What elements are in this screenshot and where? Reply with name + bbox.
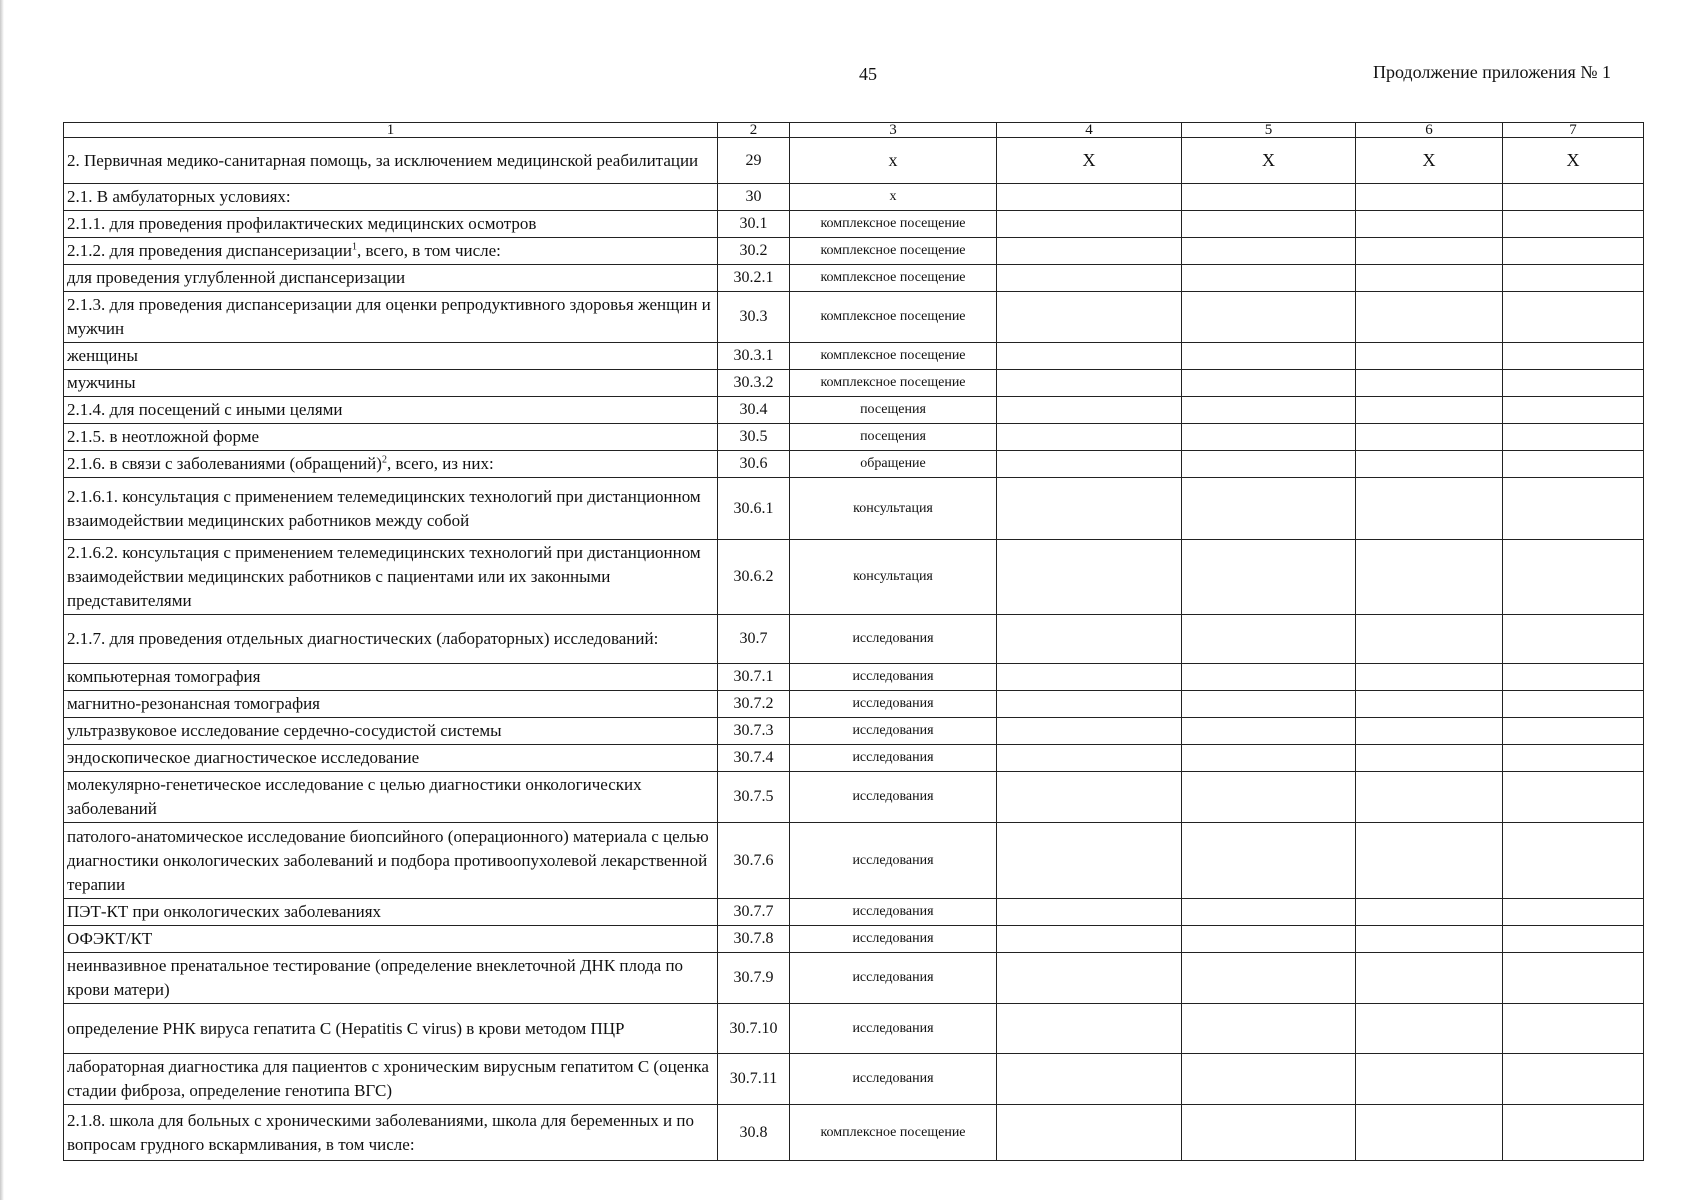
row-col6 [1356,238,1503,265]
row-name: магнитно-резонансная томография [64,691,718,718]
row-name: 2.1.8. школа для больных с хроническими заболеваниями, школа для беременных и по вопросам грудного вскармливания, в том числе: [64,1105,718,1161]
column-header-1: 1 [64,123,718,138]
table-row [64,397,1644,424]
row-col6 [1356,184,1503,211]
row-unit: исследования [790,718,997,745]
row-col7 [1503,691,1644,718]
row-name: 2.1.6.1. консультация с применением телемедицинских технологий при дистанционном взаимодействии медицинских работников между собой [64,478,718,540]
row-col5 [1182,184,1356,211]
scan-left-edge [0,0,4,1200]
row-col4 [997,211,1182,238]
row-unit: комплексное посещение [790,292,997,343]
row-col5 [1182,265,1356,292]
row-name: ультразвуковое исследование сердечно-сосудистой системы [64,718,718,745]
row-unit: исследования [790,823,997,899]
row-unit: исследования [790,926,997,953]
row-name: молекулярно-генетическое исследование с целью диагностики онкологических заболеваний [64,772,718,823]
row-unit: посещения [790,424,997,451]
row-unit: исследования [790,1054,997,1105]
row-col6 [1356,691,1503,718]
row-code: 30.5 [718,424,790,451]
row-col4 [997,343,1182,370]
row-col4 [997,664,1182,691]
row-name: неинвазивное пренатальное тестирование (определение внеклеточной ДНК плода по крови матери) [64,953,718,1004]
footnote-mark: 1 [352,241,357,253]
page-number: 45 [859,64,877,84]
row-name: 2.1.1. для проведения профилактических медицинских осмотров [64,211,718,238]
row-col6 [1356,424,1503,451]
row-col4: Х [997,138,1182,184]
row-name: патолого-анатомическое исследование биопсийного (операционного) материала с целью диагностики онкологических заболеваний и подбора противоопухолевой лекарственной терапии [64,823,718,899]
row-col7 [1503,370,1644,397]
row-name-text: 2.1.6. в связи с заболеваниями (обращений) [67,454,382,473]
row-code: 30.7.7 [718,899,790,926]
row-name: лабораторная диагностика для пациентов с хроническим вирусным гепатитом С (оценка стадии фиброза, определение генотипа ВГС) [64,1054,718,1105]
row-name: ПЭТ-КТ при онкологических заболеваниях [64,899,718,926]
table-row [64,926,1644,953]
row-code: 30 [718,184,790,211]
table-row [64,478,1644,540]
row-unit: исследования [790,1004,997,1054]
table-row [64,238,1644,265]
row-col4 [997,823,1182,899]
row-code: 30.7.1 [718,664,790,691]
row-col5 [1182,1105,1356,1161]
row-code: 30.7 [718,615,790,664]
row-code: 30.6.2 [718,540,790,615]
row-unit: исследования [790,745,997,772]
table-row [64,211,1644,238]
row-col7 [1503,265,1644,292]
row-col5 [1182,343,1356,370]
row-col6 [1356,540,1503,615]
row-col4 [997,691,1182,718]
table-row [64,184,1644,211]
row-col6 [1356,1105,1503,1161]
row-unit: исследования [790,772,997,823]
row-unit: консультация [790,478,997,540]
row-code: 30.3.2 [718,370,790,397]
row-col4 [997,718,1182,745]
row-name: определение РНК вируса гепатита С (Hepatitis C virus) в крови методом ПЦР [64,1004,718,1054]
row-col7 [1503,772,1644,823]
row-col5 [1182,424,1356,451]
row-name: ОФЭКТ/КТ [64,926,718,953]
row-col6 [1356,1004,1503,1054]
table-row [64,772,1644,823]
row-name: 2.1.4. для посещений с иными целями [64,397,718,424]
row-col7 [1503,424,1644,451]
row-col6 [1356,664,1503,691]
table-row [64,1054,1644,1105]
row-col4 [997,772,1182,823]
row-col7 [1503,926,1644,953]
row-code: 30.4 [718,397,790,424]
row-unit: исследования [790,953,997,1004]
row-col6 [1356,343,1503,370]
row-col7 [1503,953,1644,1004]
row-col4 [997,1004,1182,1054]
row-col7 [1503,451,1644,478]
row-col6 [1356,745,1503,772]
row-code: 30.7.11 [718,1054,790,1105]
row-name-suffix: , всего, в том числе: [357,241,501,260]
table-row [64,138,1644,184]
row-col6 [1356,478,1503,540]
row-code: 30.7.4 [718,745,790,772]
row-col5 [1182,211,1356,238]
row-col6 [1356,926,1503,953]
row-code: 30.2 [718,238,790,265]
row-col6 [1356,265,1503,292]
row-unit: исследования [790,899,997,926]
row-col6 [1356,718,1503,745]
row-col5 [1182,1004,1356,1054]
row-code: 30.3 [718,292,790,343]
row-col7 [1503,615,1644,664]
row-name [64,238,718,265]
row-col4 [997,292,1182,343]
row-name: 2.1.3. для проведения диспансеризации для оценки репродуктивного здоровья женщин и мужчин [64,292,718,343]
row-col5 [1182,451,1356,478]
table-row [64,424,1644,451]
row-unit: комплексное посещение [790,343,997,370]
table-row [64,615,1644,664]
row-name: 2.1.5. в неотложной форме [64,424,718,451]
row-col5 [1182,397,1356,424]
row-col5 [1182,664,1356,691]
row-col5 [1182,238,1356,265]
row-unit: обращение [790,451,997,478]
row-unit: исследования [790,615,997,664]
column-header-4: 4 [997,123,1182,138]
row-unit: х [790,184,997,211]
table-row [64,745,1644,772]
row-name: компьютерная томография [64,664,718,691]
row-col5 [1182,292,1356,343]
row-col6 [1356,772,1503,823]
row-code: 30.7.6 [718,823,790,899]
row-col7 [1503,211,1644,238]
row-col7 [1503,292,1644,343]
row-unit: комплексное посещение [790,238,997,265]
row-col6 [1356,899,1503,926]
row-col6 [1356,397,1503,424]
row-code: 30.7.8 [718,926,790,953]
row-col7 [1503,1054,1644,1105]
row-code: 30.2.1 [718,265,790,292]
row-col6 [1356,823,1503,899]
row-col7 [1503,823,1644,899]
row-name: 2.1.6.2. консультация с применением телемедицинских технологий при дистанционном взаимодействии медицинских работников с пациентами или их законными представителями [64,540,718,615]
row-col4 [997,1105,1182,1161]
row-col4 [997,238,1182,265]
row-col4 [997,424,1182,451]
row-col5 [1182,478,1356,540]
row-col4 [997,745,1182,772]
row-col6: Х [1356,138,1503,184]
row-col4 [997,451,1182,478]
row-col4 [997,478,1182,540]
row-col6 [1356,370,1503,397]
row-col5 [1182,823,1356,899]
row-code: 30.7.3 [718,718,790,745]
table-row [64,1004,1644,1054]
row-unit: комплексное посещение [790,265,997,292]
row-col7 [1503,343,1644,370]
table-row [64,823,1644,899]
row-col5 [1182,1054,1356,1105]
row-code: 29 [718,138,790,184]
row-col6 [1356,292,1503,343]
row-code: 30.3.1 [718,343,790,370]
table-row [64,265,1644,292]
row-unit: х [790,138,997,184]
table-row [64,292,1644,343]
table-row [64,343,1644,370]
row-col6 [1356,211,1503,238]
row-col5 [1182,772,1356,823]
row-col7 [1503,745,1644,772]
row-code: 30.7.2 [718,691,790,718]
column-header-3: 3 [790,123,997,138]
row-unit: комплексное посещение [790,370,997,397]
row-code: 30.7.5 [718,772,790,823]
row-col7: Х [1503,138,1644,184]
row-unit: комплексное посещение [790,211,997,238]
row-col6 [1356,615,1503,664]
row-name: для проведения углубленной диспансеризации [64,265,718,292]
row-col5 [1182,370,1356,397]
row-col7 [1503,478,1644,540]
row-col5 [1182,745,1356,772]
row-col4 [997,397,1182,424]
row-unit: консультация [790,540,997,615]
row-col6 [1356,1054,1503,1105]
row-col4 [997,540,1182,615]
row-col4 [997,926,1182,953]
row-col6 [1356,451,1503,478]
column-header-7: 7 [1503,123,1644,138]
row-col7 [1503,718,1644,745]
row-col7 [1503,540,1644,615]
column-header-5: 5 [1182,123,1356,138]
row-code: 30.6.1 [718,478,790,540]
column-number-row [64,123,1644,138]
footnote-mark: 2 [381,454,387,466]
row-name-suffix: , всего, из них: [386,454,494,473]
row-col5 [1182,615,1356,664]
row-col7 [1503,1004,1644,1054]
row-col5: Х [1182,138,1356,184]
table-row [64,899,1644,926]
appendix-note: Продолжение приложения № 1 [1372,62,1611,82]
row-col5 [1182,691,1356,718]
row-code: 30.1 [718,211,790,238]
row-col7 [1503,664,1644,691]
row-col7 [1503,238,1644,265]
row-name: 2.1. В амбулаторных условиях: [64,184,718,211]
row-name: эндоскопическое диагностическое исследование [64,745,718,772]
row-col5 [1182,953,1356,1004]
row-unit: посещения [790,397,997,424]
row-col5 [1182,926,1356,953]
row-name: 2.1.7. для проведения отдельных диагностических (лабораторных) исследований: [64,615,718,664]
row-code: 30.7.10 [718,1004,790,1054]
table-row [64,451,1644,478]
row-name: женщины [64,343,718,370]
row-col7 [1503,899,1644,926]
row-col6 [1356,953,1503,1004]
row-unit: исследования [790,691,997,718]
table-row [64,953,1644,1004]
row-name [64,451,718,478]
table-row [64,664,1644,691]
appendix-table [63,122,1644,1161]
row-col7 [1503,397,1644,424]
row-col4 [997,615,1182,664]
row-unit: исследования [790,664,997,691]
column-header-2: 2 [718,123,790,138]
row-code: 30.7.9 [718,953,790,1004]
table-row [64,370,1644,397]
row-name: мужчины [64,370,718,397]
row-col4 [997,370,1182,397]
row-col4 [997,184,1182,211]
row-col4 [997,265,1182,292]
row-name-text: 2.1.2. для проведения диспансеризации [67,241,352,260]
table-row [64,1105,1644,1161]
table-row [64,691,1644,718]
row-code: 30.6 [718,451,790,478]
row-col4 [997,1054,1182,1105]
column-header-6: 6 [1356,123,1503,138]
table-row [64,540,1644,615]
row-col5 [1182,540,1356,615]
row-col5 [1182,718,1356,745]
row-col7 [1503,1105,1644,1161]
row-name: 2. Первичная медико-санитарная помощь, за исключением медицинской реабилитации [64,138,718,184]
row-col5 [1182,899,1356,926]
row-col7 [1503,184,1644,211]
row-code: 30.8 [718,1105,790,1161]
row-col4 [997,899,1182,926]
row-col4 [997,953,1182,1004]
row-unit: комплексное посещение [790,1105,997,1161]
table-row [64,718,1644,745]
